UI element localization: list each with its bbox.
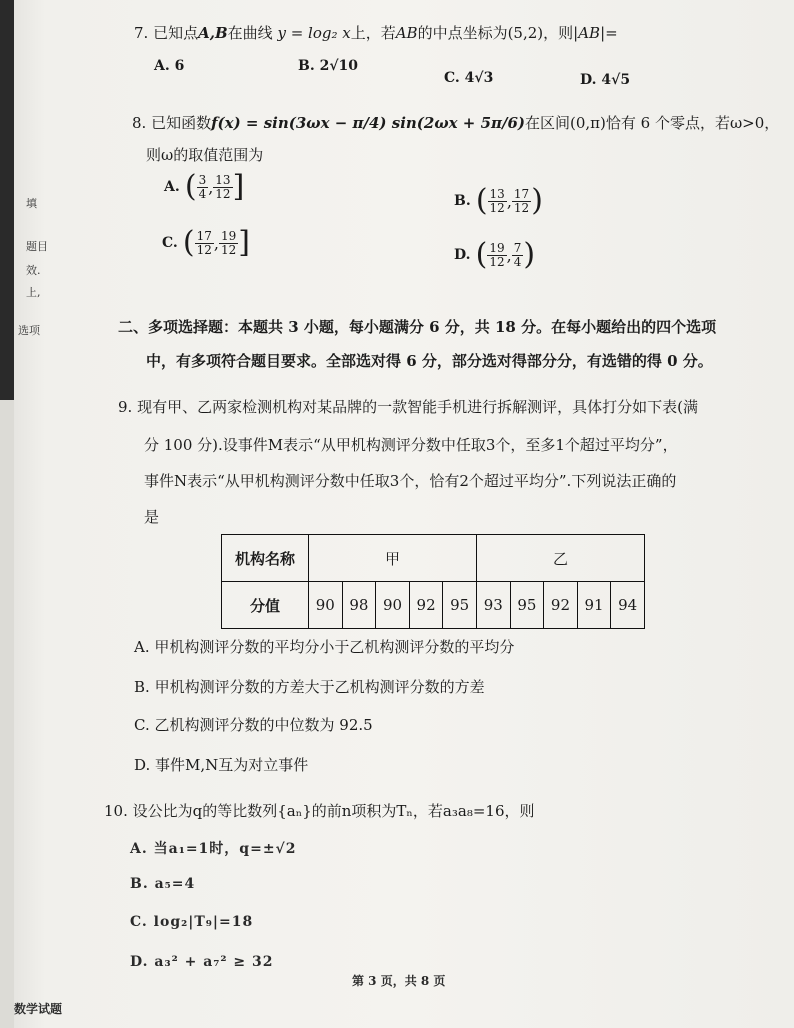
interval-close: ) — [531, 183, 543, 218]
fraction — [512, 188, 531, 215]
option-label: B. — [130, 876, 149, 892]
table-header-cell: 机构名称 — [222, 535, 309, 582]
question-9-line2: 分 100 分).设事件M表示“从甲机构测评分数中任取3个，至多1个超过平均分”， — [144, 436, 678, 454]
option-label: A. — [154, 58, 170, 74]
question-number: 7. — [134, 24, 149, 42]
q9-option-a — [134, 636, 514, 658]
text: 已知点 — [153, 24, 199, 42]
option-label: B. — [298, 58, 315, 74]
section-2-heading-line2: 中，有多项符合题目要求。全部选对得 6 分，部分选对得部分分，有选错的得 0 分。 — [146, 352, 713, 370]
question-number: 8. — [132, 114, 147, 132]
scan-left-edge-dark — [0, 0, 14, 400]
math-function: f(x) = sin(3ωx − π/4) sin(2ωx + 5π/6) — [211, 114, 525, 132]
option-label: C. — [162, 235, 178, 251]
fraction — [487, 242, 506, 269]
math-points: A,B — [198, 24, 228, 42]
interval-open: ( — [475, 183, 488, 218]
table-row — [222, 535, 645, 582]
numerator: 19 — [220, 228, 237, 243]
option-value: 4√3 — [464, 70, 494, 86]
table-cell: 98 — [342, 582, 376, 629]
fraction — [213, 174, 232, 201]
q7-option-d — [580, 72, 630, 88]
question-9-line4: 是 — [144, 508, 160, 526]
math-curve: y = log₂ x — [277, 24, 351, 42]
option-label: D. — [580, 72, 597, 88]
side-note: 效. — [26, 264, 41, 277]
denominator: 12 — [215, 186, 231, 201]
q8-option-b: B. ( $\frac{13}{12}$ , $\frac{17}{12}$ ) — [454, 183, 543, 218]
option-label: B. — [134, 678, 150, 696]
option-text: 事件M,N互为对立事件 — [155, 756, 309, 774]
q8-option-a: A. ( $\frac{3}{4}$ , $\frac{13}{12}$ ] — [164, 169, 245, 204]
question-8-stem — [132, 112, 779, 134]
fraction — [512, 242, 524, 269]
question-9-line3: 事件N表示“从甲机构测评分数中任取3个，恰有2个超过平均分”.下列说法正确的 — [144, 472, 677, 490]
q9-option-b — [134, 676, 485, 698]
text: 上，若 — [350, 24, 396, 42]
interval-close: ) — [523, 237, 536, 272]
denominator: 12 — [220, 242, 237, 257]
numerator: 13 — [215, 172, 231, 187]
q8-option-c: C. ( $\frac{17}{12}$ , $\frac{19}{12}$ ] — [162, 225, 250, 260]
exam-page — [14, 0, 794, 1028]
q10-option-b — [130, 876, 195, 892]
option-value: 2√10 — [319, 58, 359, 74]
text: 设公比为q的等比数列{aₙ}的前n项积为Tₙ，若a₃a₈=16，则 — [132, 802, 535, 820]
option-label: C. — [444, 70, 460, 86]
q9-option-d — [134, 754, 308, 776]
side-note: 选项 — [18, 324, 40, 337]
fraction — [219, 230, 238, 257]
denominator: 12 — [513, 200, 530, 215]
denominator: 12 — [489, 254, 505, 269]
interval-close: ] — [238, 225, 250, 260]
option-label: D. — [134, 756, 151, 774]
fraction — [197, 174, 209, 201]
question-number: 9. — [118, 398, 133, 416]
side-note: 填 — [26, 197, 37, 210]
footer-page-number: 第 3 页，共 8 页 — [352, 974, 446, 988]
interval-open: ( — [182, 225, 195, 260]
option-text: 乙机构测评分数的中位数为 92.5 — [154, 716, 373, 734]
interval-close: ] — [232, 169, 245, 204]
section-2-heading: 二、多项选择题：本题共 3 小题，每小题满分 6 分，共 18 分。在每小题给出的四个选项 — [118, 318, 717, 336]
side-note: 上, — [26, 286, 41, 299]
q9-option-c — [134, 714, 373, 736]
option-label: C. — [130, 914, 148, 930]
text: 的中点坐标为(5,2)，则| — [417, 24, 579, 42]
question-8-stem-line2: 则ω的取值范围为 — [146, 146, 264, 164]
numerator: 13 — [489, 186, 505, 201]
denominator: 4 — [513, 254, 522, 269]
table-cell: 95 — [443, 582, 477, 629]
option-label: A. — [130, 841, 148, 857]
q8-option-d: D. ( $\frac{19}{12}$ , $\frac{7}{4}$ ) — [454, 237, 536, 272]
fraction — [195, 230, 214, 257]
q10-option-a — [130, 838, 297, 858]
text: 在曲线 — [227, 24, 273, 42]
table-cell: 95 — [510, 582, 544, 629]
table-cell: 91 — [577, 582, 611, 629]
q7-option-a — [154, 58, 184, 74]
q10-option-c — [130, 914, 253, 930]
denominator: 12 — [489, 200, 505, 215]
option-text: log₂|T₉|=18 — [153, 914, 254, 930]
scan-left-edge-light — [0, 400, 14, 1028]
side-note: 题目 — [26, 240, 48, 253]
q7-option-b — [298, 58, 358, 74]
option-label: A. — [134, 638, 150, 656]
interval-open: ( — [184, 169, 197, 204]
table-cell: 90 — [309, 582, 343, 629]
table-header-cell: 甲 — [309, 535, 477, 582]
question-9-line1 — [118, 396, 778, 418]
text: |= — [600, 24, 618, 42]
table-row — [222, 582, 645, 629]
table-row-label: 分值 — [222, 582, 309, 629]
numerator: 3 — [198, 172, 207, 187]
math-segment: AB — [578, 24, 601, 42]
option-label: D. — [454, 247, 471, 263]
text: 已知函数 — [151, 114, 212, 132]
fraction — [488, 188, 507, 215]
option-text: 甲机构测评分数的平均分小于乙机构测评分数的平均分 — [154, 638, 515, 656]
table-cell: 92 — [409, 582, 443, 629]
numerator: 17 — [196, 228, 212, 243]
table-cell: 94 — [611, 582, 645, 629]
numerator: 7 — [513, 240, 522, 255]
denominator: 12 — [196, 242, 212, 257]
option-value: 4√5 — [601, 72, 631, 88]
score-table — [221, 534, 645, 629]
option-text: 当a₁=1时，q=±√2 — [153, 841, 297, 857]
option-text: a₃² + a₇² ≥ 32 — [154, 954, 274, 970]
option-label: C. — [134, 716, 150, 734]
text: 现有甲、乙两家检测机构对某品牌的一款智能手机进行拆解测评，具体打分如下表(满 — [137, 398, 698, 416]
table-cell: 92 — [544, 582, 578, 629]
numerator: 19 — [489, 240, 505, 255]
question-number: 10. — [104, 802, 128, 820]
option-label: B. — [454, 193, 471, 209]
denominator: 4 — [198, 186, 207, 201]
text: 在区间(0,π)恰有 6 个零点，若ω>0， — [525, 114, 780, 132]
question-7-stem — [134, 22, 618, 44]
option-label: A. — [164, 179, 180, 195]
numerator: 17 — [513, 186, 530, 201]
table-cell: 90 — [376, 582, 410, 629]
question-10-stem — [104, 800, 535, 822]
math-segment: AB — [395, 24, 418, 42]
q10-option-d — [130, 954, 274, 970]
option-text: a₅=4 — [154, 876, 196, 892]
option-label: D. — [130, 954, 149, 970]
table-cell: 93 — [476, 582, 510, 629]
q7-option-c — [444, 70, 493, 86]
option-text: 甲机构测评分数的方差大于乙机构测评分数的方差 — [154, 678, 485, 696]
option-value: 6 — [174, 58, 185, 74]
table-header-cell: 乙 — [476, 535, 644, 582]
interval-open: ( — [475, 237, 488, 272]
footer-subject: 数学试题 — [14, 1002, 63, 1016]
